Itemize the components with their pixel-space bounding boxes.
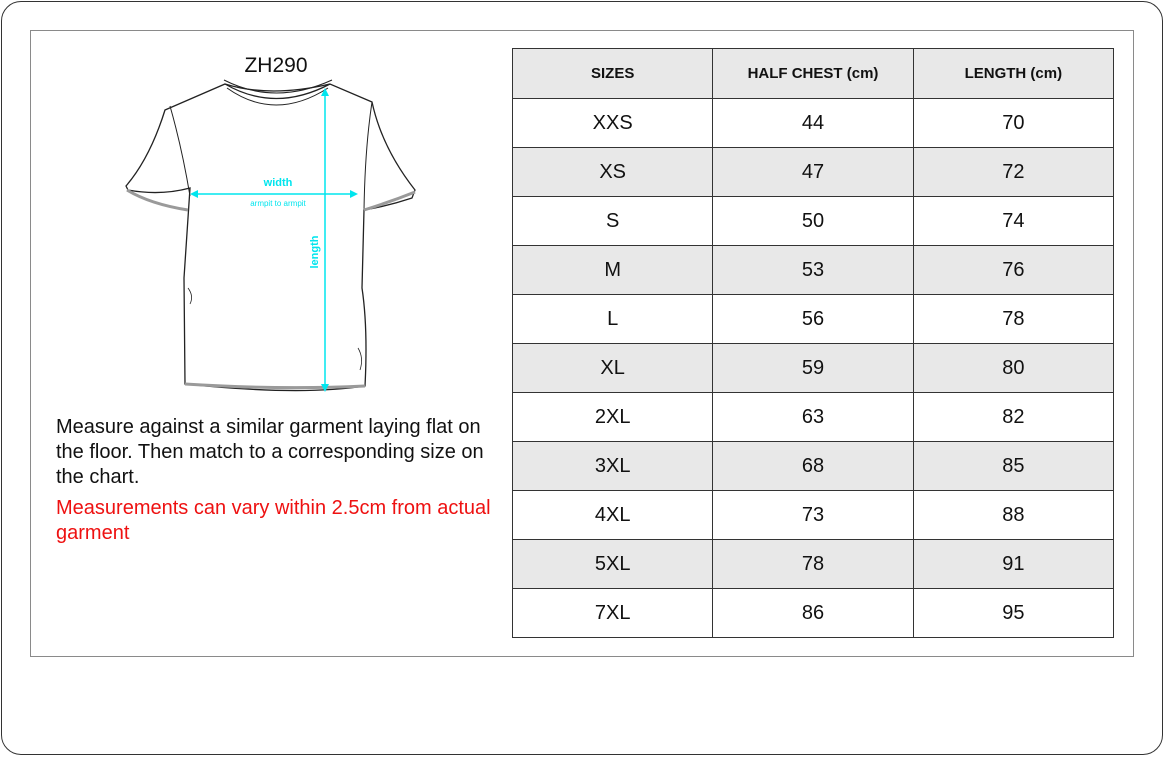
table-header-row (513, 49, 1114, 99)
header-sizes: SIZES (513, 49, 713, 99)
product-code: ZH290 (244, 54, 308, 77)
length-cell: 78 (913, 295, 1113, 344)
table-row (513, 393, 1114, 442)
size-cell: XXS (513, 99, 713, 148)
size-cell: 3XL (513, 442, 713, 491)
length-cell: 95 (913, 589, 1113, 638)
table-row (513, 589, 1114, 638)
half-chest-cell: 47 (713, 148, 913, 197)
length-cell: 88 (913, 491, 1113, 540)
half-chest-cell: 78 (713, 540, 913, 589)
half-chest-cell: 50 (713, 197, 913, 246)
size-cell: 5XL (513, 540, 713, 589)
size-cell: L (513, 295, 713, 344)
header-half-chest: HALF CHEST (cm) (713, 49, 913, 99)
size-cell: XL (513, 344, 713, 393)
size-cell: XS (513, 148, 713, 197)
table-row (513, 295, 1114, 344)
table-row (513, 540, 1114, 589)
length-cell: 85 (913, 442, 1113, 491)
half-chest-cell: 73 (713, 491, 913, 540)
width-label: width (263, 177, 293, 189)
table-row (513, 99, 1114, 148)
half-chest-cell: 56 (713, 295, 913, 344)
half-chest-cell: 68 (713, 442, 913, 491)
half-chest-cell: 63 (713, 393, 913, 442)
measure-instructions: Measure against a similar garment laying flat on the floor. Then match to a corresponding size on the chart. (56, 416, 484, 488)
width-sublabel: armpit to armpit (250, 199, 306, 208)
size-chart-table (512, 48, 1114, 638)
tshirt-outline (126, 84, 415, 391)
size-cell: S (513, 197, 713, 246)
half-chest-cell: 44 (713, 99, 913, 148)
length-cell: 80 (913, 344, 1113, 393)
table-row (513, 442, 1114, 491)
length-cell: 70 (913, 99, 1113, 148)
table-row (513, 148, 1114, 197)
size-cell: 4XL (513, 491, 713, 540)
table-row (513, 246, 1114, 295)
measurement-disclaimer: Measurements can vary within 2.5cm from actual garment (56, 497, 491, 544)
length-cell: 91 (913, 540, 1113, 589)
size-cell: 2XL (513, 393, 713, 442)
size-cell: 7XL (513, 589, 713, 638)
length-cell: 82 (913, 393, 1113, 442)
length-label: length (309, 235, 321, 269)
table-row (513, 344, 1114, 393)
half-chest-cell: 59 (713, 344, 913, 393)
length-cell: 74 (913, 197, 1113, 246)
tshirt-diagram (120, 78, 430, 408)
half-chest-cell: 53 (713, 246, 913, 295)
half-chest-cell: 86 (713, 589, 913, 638)
size-cell: M (513, 246, 713, 295)
header-length: LENGTH (cm) (913, 49, 1113, 99)
length-cell: 72 (913, 148, 1113, 197)
table-row (513, 197, 1114, 246)
table-row (513, 491, 1114, 540)
length-cell: 76 (913, 246, 1113, 295)
